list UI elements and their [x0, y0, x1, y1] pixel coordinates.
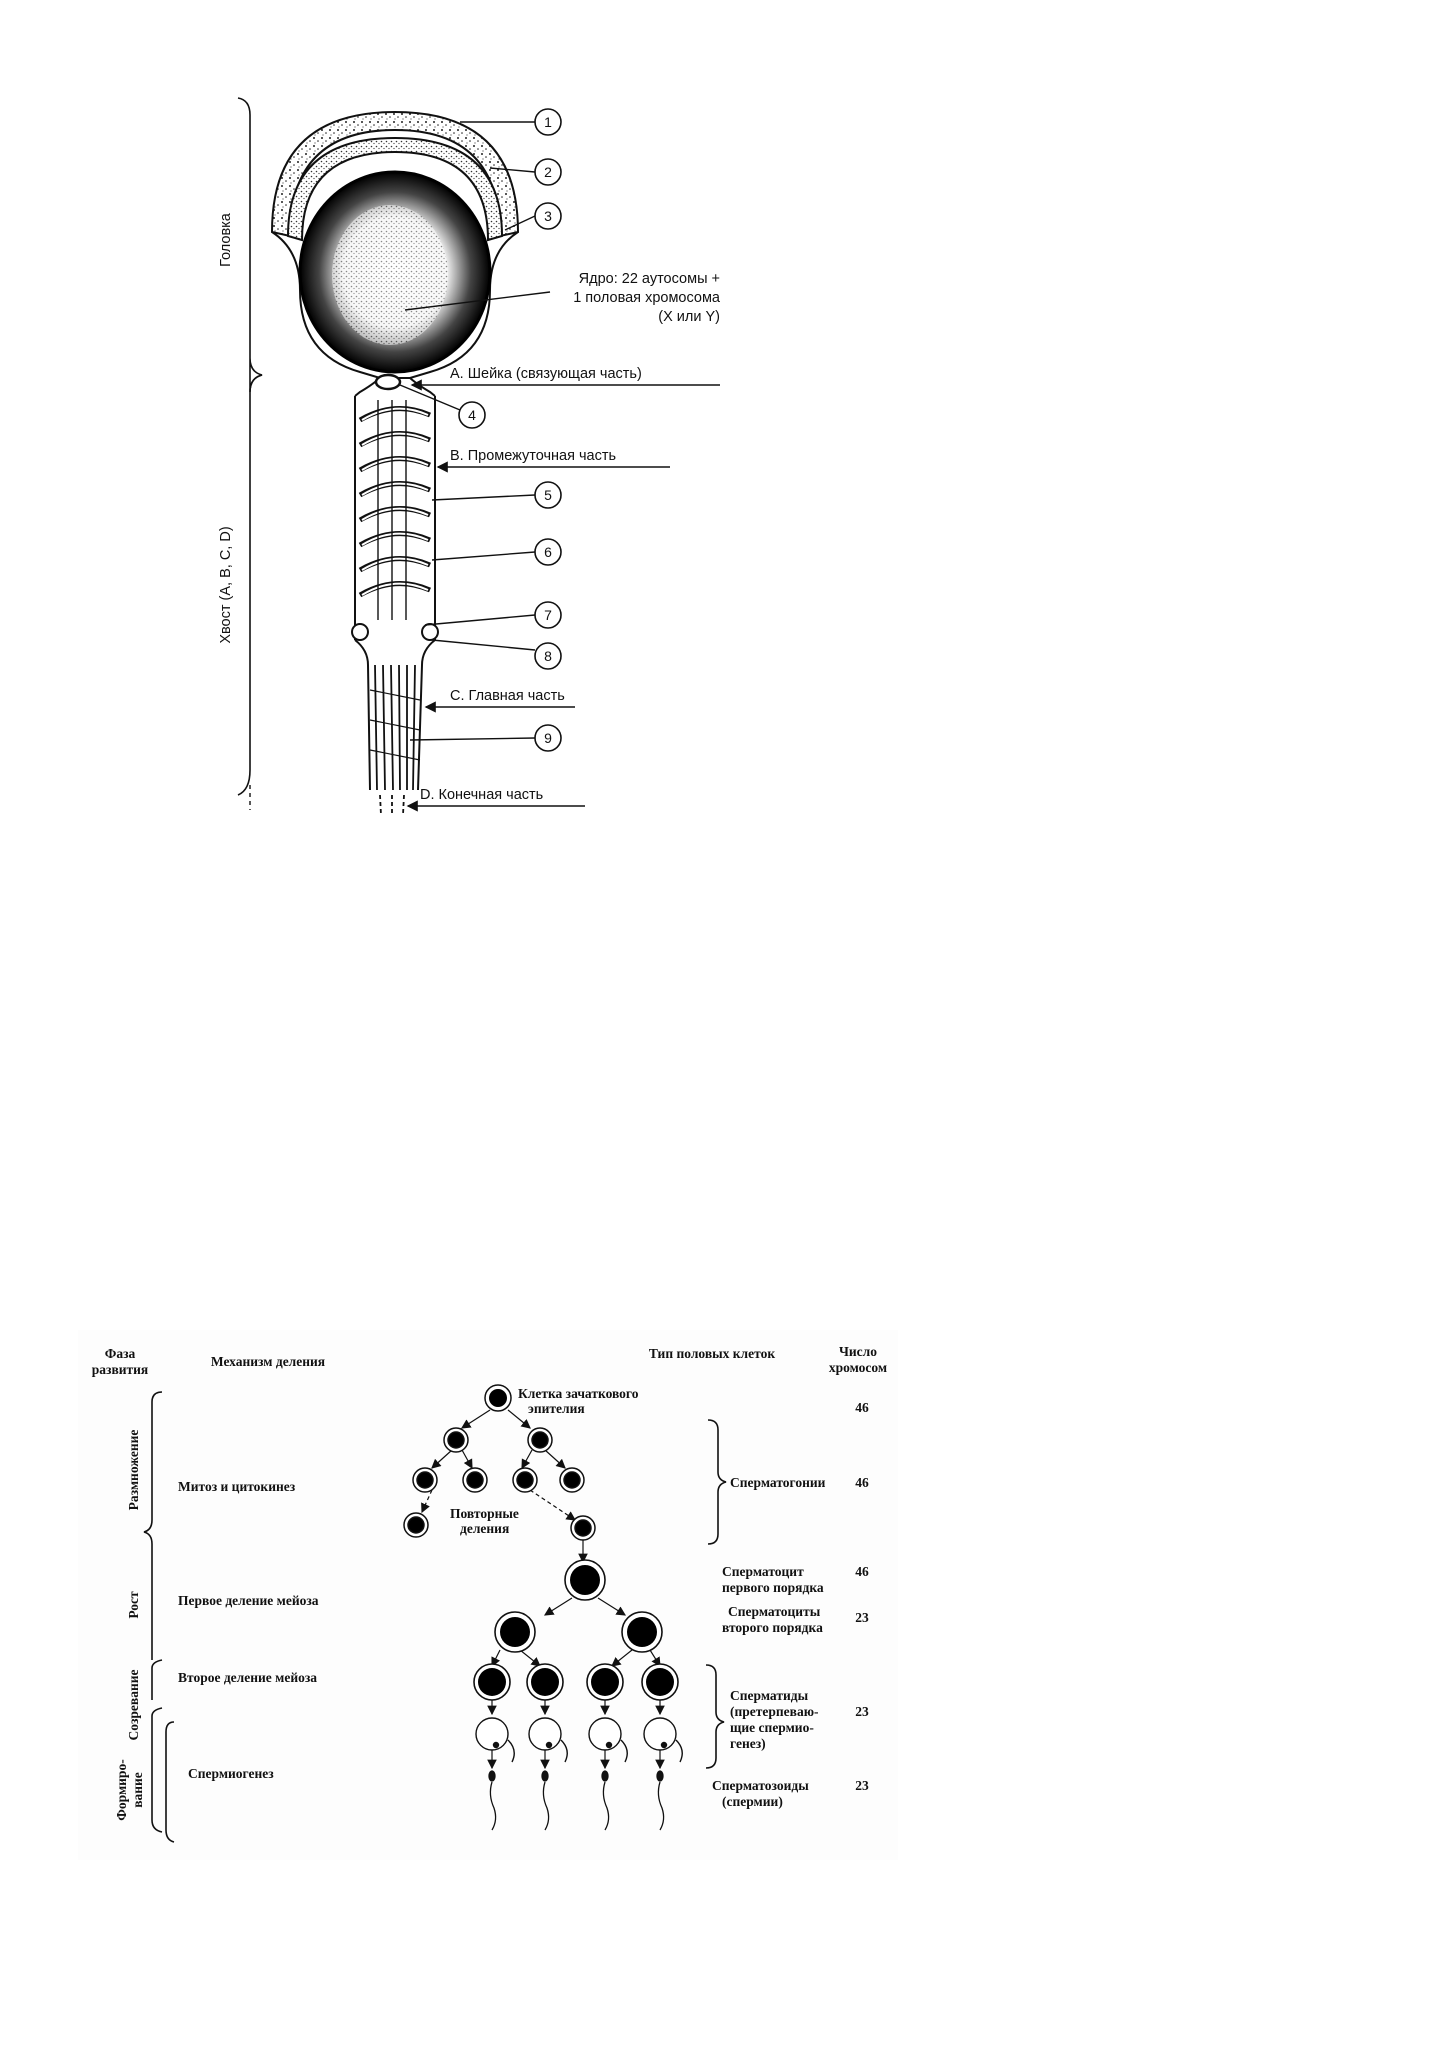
celltype-spermatocyte2-line1: Сперматоциты	[728, 1604, 821, 1619]
mechanism-spermiogenesis: Спермиогенез	[188, 1766, 274, 1781]
svg-text:3: 3	[544, 208, 552, 224]
svg-text:6: 6	[544, 544, 552, 560]
annulus-left	[352, 624, 368, 640]
centriole	[376, 375, 400, 389]
nucleus-chromatin	[332, 205, 448, 345]
nucleus-label-line1: Ядро: 22 аутосомы +	[578, 271, 720, 287]
part-a-label: А. Шейка (связующая часть)	[450, 366, 642, 382]
repeat-label-line1: Повторные	[450, 1506, 519, 1521]
chromosomes-germ: 46	[855, 1400, 869, 1415]
callout-4	[459, 402, 485, 428]
mechanism-mitosis: Митоз и цитокинез	[178, 1479, 296, 1494]
nucleus-label-line2: 1 половая хромосома	[573, 290, 720, 306]
chromosomes-spermatids: 23	[855, 1704, 869, 1719]
phase-formation-line2: вание	[130, 1772, 145, 1808]
svg-text:5: 5	[544, 487, 552, 503]
annulus-right	[422, 624, 438, 640]
head-label: Головка	[218, 213, 234, 267]
svg-text:8: 8	[544, 648, 552, 664]
phase-reproduction: Размножение	[126, 1429, 141, 1511]
chromosomes-spermatogonia: 46	[855, 1475, 869, 1490]
celltype-spermatids-line3: щие спермио-	[730, 1720, 814, 1735]
phase-growth: Рост	[126, 1591, 141, 1619]
callout-5	[535, 482, 561, 508]
svg-text:1: 1	[544, 114, 552, 130]
callout-8	[535, 643, 561, 669]
celltype-spermatids-line1: Сперматиды	[730, 1688, 809, 1703]
celltype-spermatocyte1-line1: Сперматоцит	[722, 1564, 804, 1579]
tail-label: Хвост (A, B, C, D)	[218, 526, 234, 644]
callout-1	[535, 109, 561, 135]
germ-cell-label-line1: Клетка зачаткового	[518, 1386, 639, 1401]
figure1-frame	[190, 72, 730, 822]
germ-epithelium-cell	[485, 1385, 511, 1411]
sperm-structure-diagram	[190, 72, 730, 822]
callout-2	[535, 159, 561, 185]
callout-6	[535, 539, 561, 565]
celltype-spermatozoa-line2: (спермии)	[722, 1794, 783, 1809]
svg-text:7: 7	[544, 607, 552, 623]
mechanism-meiosis2: Второе деление мейоза	[178, 1670, 318, 1685]
part-c-label: C. Главная часть	[450, 688, 565, 704]
svg-text:4: 4	[468, 407, 476, 423]
svg-text:9: 9	[544, 730, 552, 746]
celltype-spermatogonia: Сперматогонии	[730, 1475, 826, 1490]
spermatocyte-first-order	[565, 1560, 605, 1600]
chromosomes-spermatocyte2: 23	[855, 1610, 869, 1625]
celltype-spermatocyte2-line2: второго порядка	[722, 1620, 823, 1635]
part-d-label: D. Конечная часть	[420, 787, 544, 803]
chromosomes-spermatozoa: 23	[855, 1778, 869, 1793]
callout-7	[535, 602, 561, 628]
repeat-label-line2: деления	[460, 1521, 510, 1536]
mechanism-meiosis1: Первое деление мейоза	[178, 1593, 319, 1608]
celltype-spermatids-line4: генез)	[730, 1736, 766, 1751]
callout-9	[535, 725, 561, 751]
header-mechanism: Механизм деления	[210, 1354, 326, 1369]
phase-formation-line1: Формиро-	[114, 1759, 129, 1821]
header-phase-line2: развития	[91, 1362, 149, 1377]
callout-3	[535, 203, 561, 229]
part-b-label: B. Промежуточная часть	[450, 448, 617, 464]
chromosomes-spermatocyte1: 46	[855, 1564, 869, 1579]
header-chromosomes-line1: Число	[838, 1344, 878, 1359]
celltype-spermatids-line2: (претерпеваю-	[730, 1704, 819, 1719]
celltype-spermatozoa-line1: Сперматозоиды	[712, 1778, 809, 1793]
header-chromosomes-line2: хромосом	[828, 1360, 888, 1375]
header-cell-type: Тип половых клеток	[648, 1346, 776, 1361]
header-phase-line1: Фаза	[104, 1346, 136, 1361]
svg-text:2: 2	[544, 164, 552, 180]
spermatogenesis-diagram	[78, 1330, 898, 1860]
celltype-spermatocyte1-line2: первого порядка	[722, 1580, 824, 1595]
germ-cell-label-line2: эпителия	[528, 1401, 585, 1416]
nucleus-label-line3: (X или Y)	[658, 309, 720, 325]
phase-maturation: Созревание	[126, 1669, 141, 1741]
